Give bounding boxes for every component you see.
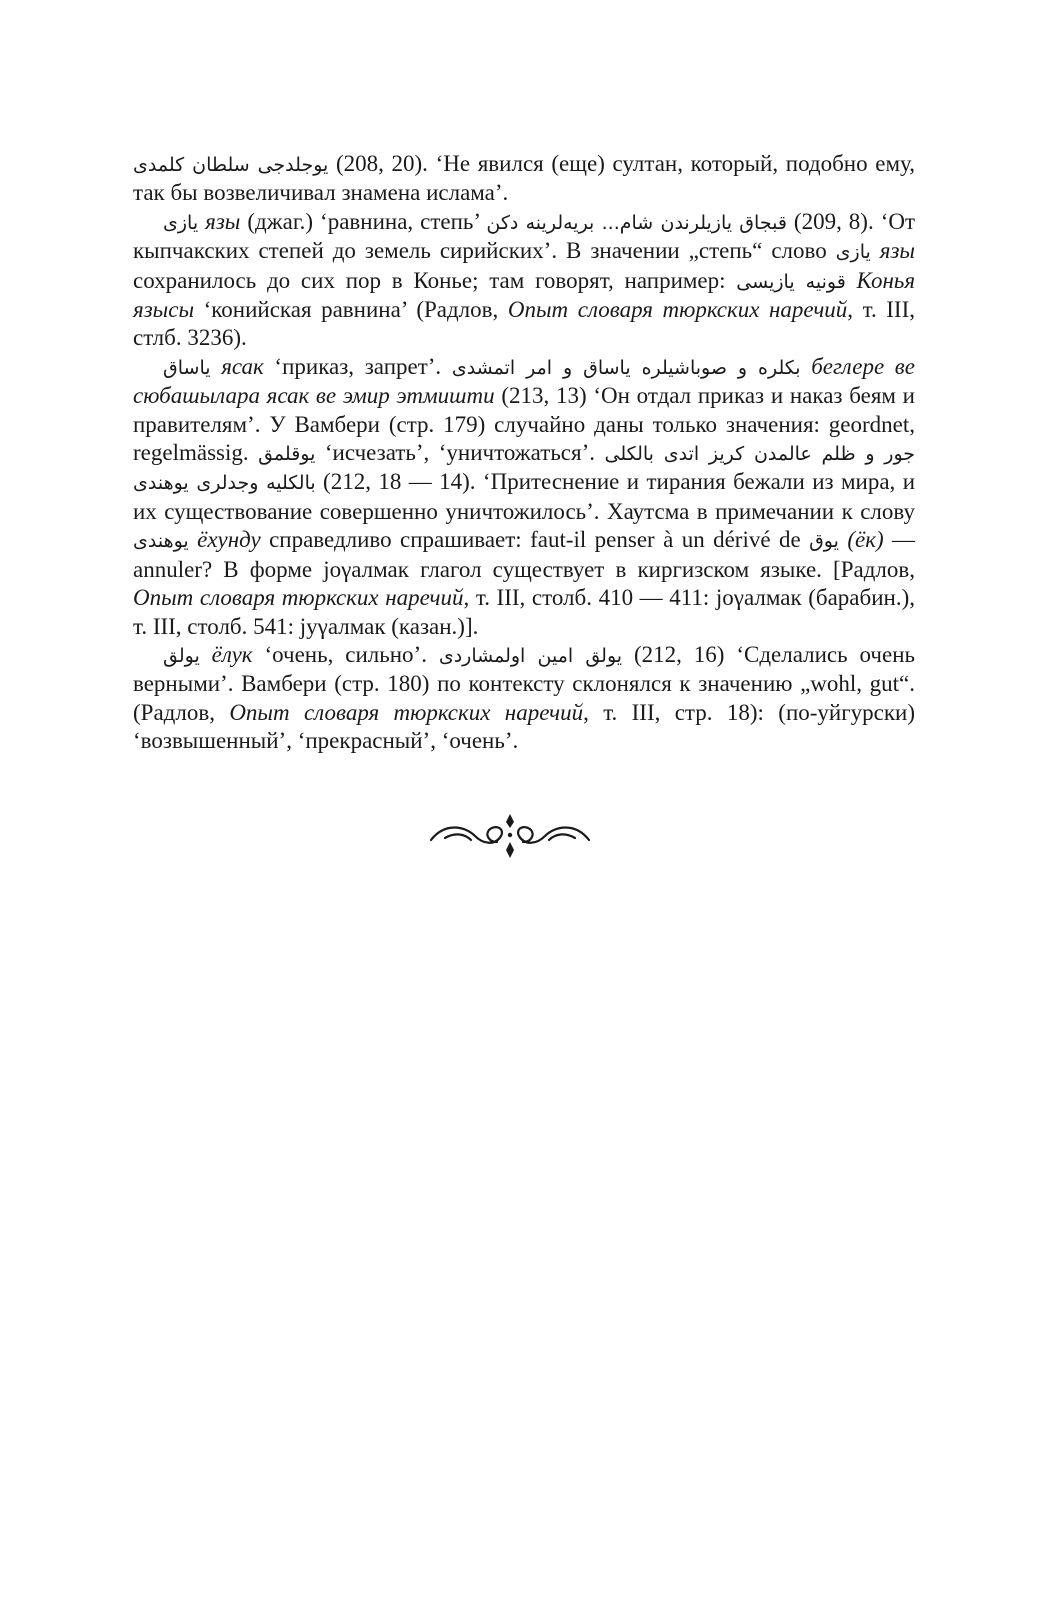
page-body: [133, 150, 915, 756]
paragraph-1: [133, 150, 915, 208]
text-segment: — annuler? В форме joγалмак глагол существует в киргизском языке. [Радлов,: [133, 527, 916, 582]
text-segment: справедливо спрашивает: faut-il penser à un dérivé de: [260, 527, 810, 553]
arabic-quote: قبجاق یازیلرندن شام... بریه‌لرینه دکن: [486, 211, 787, 234]
paragraph-3: [133, 353, 915, 641]
arabic-quote: بکلره و صوباشیلره یاساق و امر اتمشدی: [451, 356, 801, 379]
arabic-headword: یاساق: [163, 356, 211, 379]
headword-repeat: язы: [879, 238, 916, 264]
text-segment: (212, 18 — 14). ‘Притеснение и тирания бежали из мира, и их существование совершенно уничтожилось’. Хаутсма в примечании к слову: [133, 469, 916, 524]
text-segment: ‘конийская равнина’ (Радлов,: [194, 297, 508, 323]
text-segment: (213, 13) ‘Он отдал приказ и наказ беям и правителям’. У Вамбери (стр. 179) случайно даны только значения: geordnet, regelmässig.: [133, 383, 915, 466]
arabic-phrase: یوجلدجی سلطان کلمدی: [133, 154, 329, 176]
arabic-quote: جور و ظلم عالمدن کریز اتدی بالکلی بالکلیه وجدلری یوهندی: [133, 443, 916, 495]
text-segment: ‘исчезать’, ‘уничтожаться’.: [315, 440, 605, 466]
arabic-word: یوق: [809, 530, 839, 553]
arabic-word: یازی: [835, 241, 871, 264]
paragraph-4: [133, 641, 915, 756]
text-segment: , т. III, столб. 410 — 411: joγалмак (барабин.), т. III, столб. 541: jyγалмак (казан.)].: [133, 585, 915, 639]
arabic-headword: یولق: [163, 644, 200, 667]
text-segment: (209, 8). ‘От кыпчакских степей до земель сирийских’. В значении „степь“ слово: [133, 208, 916, 264]
text-segment: (212, 16) ‘Сделались очень верными’. Вамбери (стр. 180) по контексту склонялся к значению „wohl, gut“. (Радлов,: [133, 641, 916, 725]
headword: ясак: [221, 353, 264, 379]
arabic-quote: یولق امین اولمشاردی: [438, 644, 623, 667]
text-segment: (джаг.) ‘равнина, степь’: [240, 208, 487, 234]
italic-example: Конья язысы: [133, 267, 916, 323]
text-segment: сохранилось до сих пор в Конье; там говорят, например:: [133, 267, 737, 293]
italic-transliteration: беглере ве сюбашылара ясак ве эмир этмишти: [133, 353, 915, 409]
text-segment: ‘очень, сильно’.: [252, 641, 439, 667]
arabic-example: قونیه یازیسی: [736, 270, 846, 293]
arabic-word: یوهندی: [133, 530, 189, 553]
paragraph-text: (208, 20). ‘Не явился (еще) султан, который, подобно ему, так бы возвеличивал знамена ислама’.: [133, 151, 915, 206]
source-title: Опыт словаря тюркских наречий: [507, 297, 848, 323]
arabic-headword: یازی: [163, 211, 199, 234]
source-title: Опыт словаря тюркских наречий: [133, 585, 464, 611]
source-title: Опыт словаря тюркских наречий: [229, 699, 584, 725]
paragraph-2: [133, 208, 915, 353]
italic-word: (ёк): [847, 527, 884, 553]
text-segment: , т. III, стлб. 3236).: [133, 297, 915, 351]
headword: ёлук: [211, 641, 253, 667]
headword: язы: [205, 208, 241, 234]
arabic-word: یوقلمق: [258, 443, 316, 466]
text-segment: ‘приказ, запрет’.: [263, 353, 452, 379]
italic-word: ёхунду: [197, 527, 261, 553]
flourish-ornament-icon: [425, 812, 595, 862]
text-segment: , т. III, стр. 18): (по-уйгурски) ‘возвышенный’, ‘прекрасный’, ‘очень’.: [133, 699, 915, 754]
